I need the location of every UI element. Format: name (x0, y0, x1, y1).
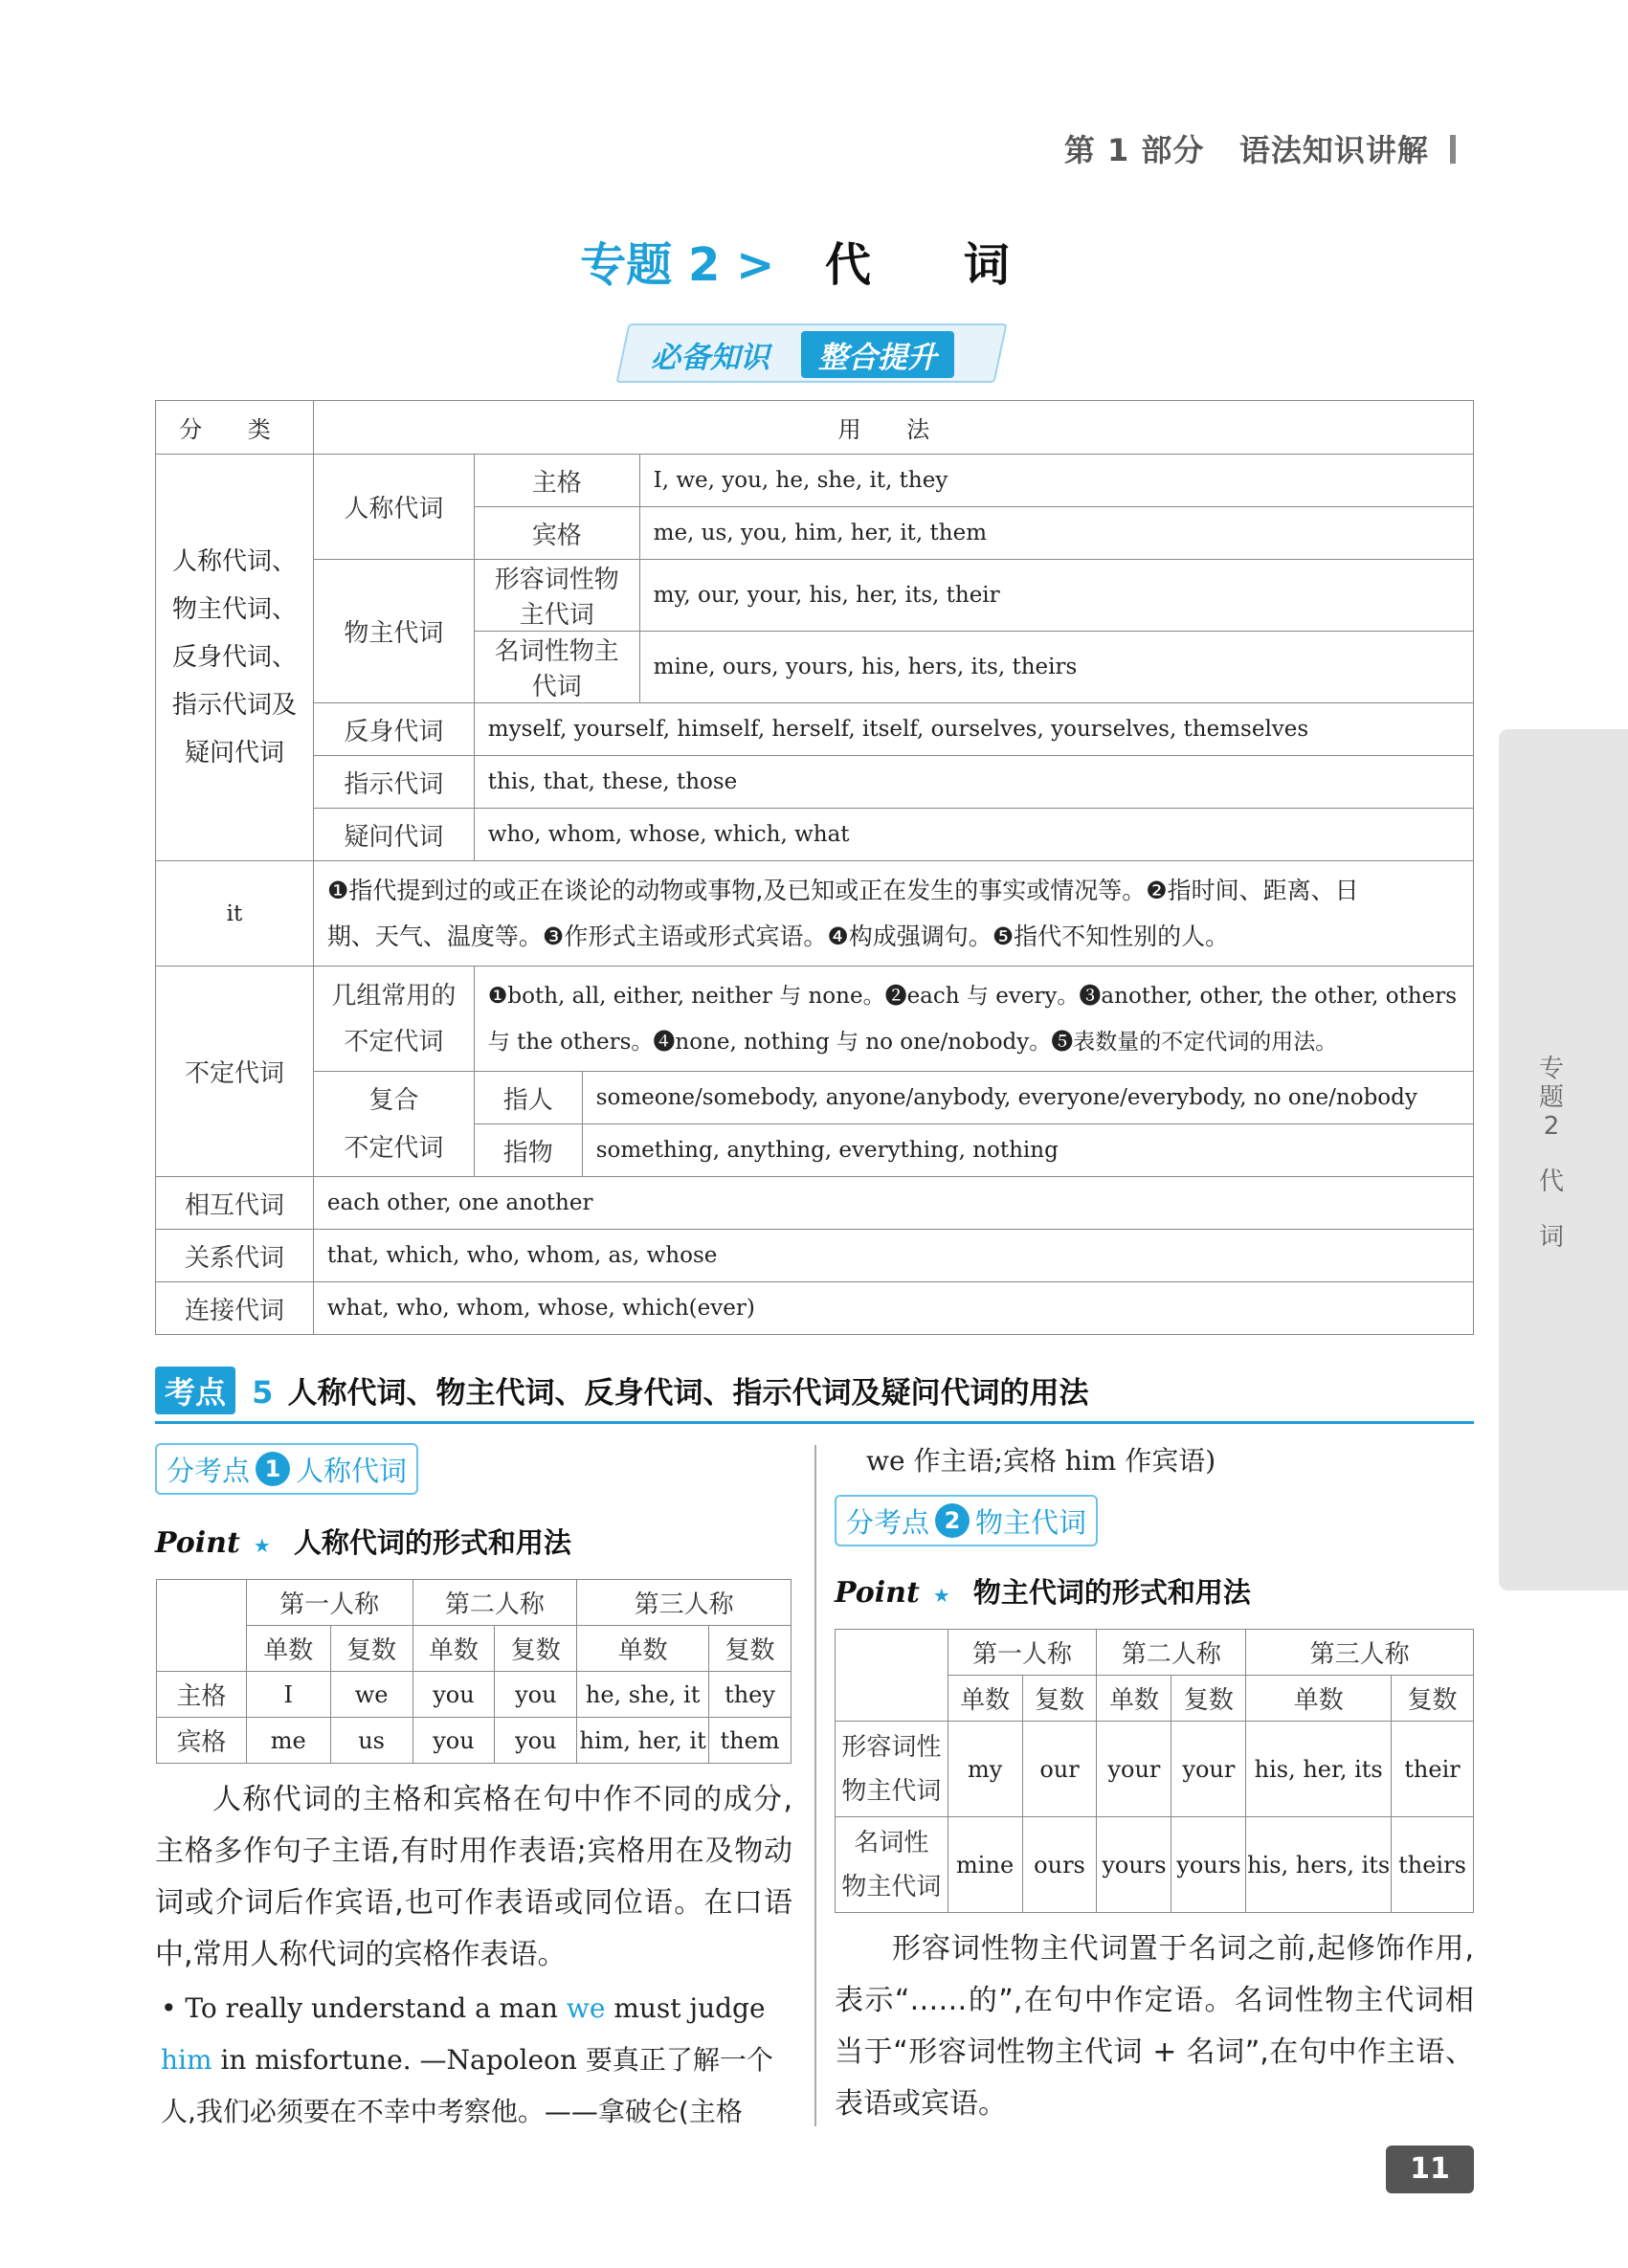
table-row (157, 1672, 792, 1718)
number-header: 单数 (413, 1626, 495, 1672)
sub-point-name: 物主代词 (975, 1505, 1087, 1539)
table-cell: he, she, it (577, 1672, 709, 1718)
example-highlight: him (161, 2044, 212, 2076)
table-cell: their (1392, 1722, 1474, 1817)
example-sentence (161, 1983, 792, 2138)
topic-prefix: 专题 2 > (580, 238, 775, 292)
it-usage-line: ❶指代提到过的或正在谈论的动物或事物,及已知或正在发生的事实或情况等。❷指时间、距离、日 (326, 876, 1359, 904)
group1-line: 疑问代词 (184, 739, 284, 767)
table-cell: yours (1097, 1817, 1171, 1913)
reflexive-forms: myself, yourself, himself, herself, itself, ourselves, yourselves, themselves (474, 703, 1473, 756)
common-indefinite-label (313, 967, 474, 1072)
table-cell: us (330, 1718, 413, 1764)
number-header: 复数 (330, 1626, 413, 1672)
compound-label-line: 复合 (368, 1085, 419, 1115)
adj-possessive-forms: my, our, your, his, her, its, their (639, 560, 1473, 632)
reciprocal-forms: each other, one another (313, 1177, 1473, 1230)
indefinite-label: 不定代词 (156, 967, 314, 1177)
noun-possessive-forms: mine, ours, yours, his, hers, its, theirs (639, 632, 1473, 703)
compound-label-line: 不定代词 (344, 1133, 444, 1163)
it-usage (313, 861, 1473, 967)
common-usage-line: 与 the others。❹none, nothing 与 no one/nobody。❺表数量的不定代词的用法。 (487, 1029, 1338, 1055)
banner-left: 必备知识 (651, 341, 769, 375)
relative-label: 关系代词 (156, 1230, 314, 1282)
kaodian-tag: 考点 (155, 1367, 235, 1414)
header-category: 分 类 (156, 401, 314, 455)
side-tab-char: 词 (1538, 1223, 1564, 1252)
section-label: 语法知识讲解 (1238, 132, 1429, 168)
demonstrative-forms: this, that, these, those (474, 756, 1473, 809)
pronoun-classification-table (155, 400, 1474, 1335)
group1-line: 反身代词、 (171, 643, 297, 672)
table-cell: theirs (1392, 1817, 1474, 1913)
table-cell: him, her, it (577, 1718, 709, 1764)
table-cell: your (1097, 1722, 1171, 1817)
number-header: 单数 (246, 1626, 330, 1672)
objective-label: 宾格 (474, 507, 639, 560)
row-label: 主格 (157, 1672, 247, 1718)
side-tab-char: 题 (1538, 1083, 1564, 1112)
star-icon: ★ (253, 1534, 271, 1557)
possessive-label: 物主代词 (313, 560, 474, 703)
example-highlight: we (566, 1992, 606, 2024)
things-forms: something, anything, everything, nothing (582, 1124, 1473, 1177)
table-cell: you (495, 1718, 577, 1764)
possessive-pronoun-paragraph: 形容词性物主代词置于名词之前,起修饰作用,表示“……的”,在句中作定语。名词性物主代词相当于“形容词性物主代词 + 名词”,在句中作主语、表语或宾语。 (835, 1932, 1474, 2121)
example-text: must judge (613, 1992, 766, 2024)
row-label (836, 1817, 948, 1913)
table-cell: mine (948, 1817, 1022, 1913)
people-label: 指人 (474, 1072, 582, 1124)
kaodian-heading (155, 1367, 1474, 1424)
table-corner (836, 1630, 948, 1722)
sub-point-label: 分考点 (167, 1454, 251, 1487)
number-header: 单数 (1246, 1676, 1392, 1722)
header-bar (1450, 135, 1456, 164)
it-label: it (156, 861, 314, 967)
person-header: 第三人称 (577, 1580, 792, 1626)
point-heading-2 (835, 1571, 1251, 1611)
person-header: 第三人称 (1246, 1630, 1474, 1676)
sub-point-1 (155, 1443, 418, 1495)
sub-point-number: 1 (256, 1452, 290, 1486)
table-row (836, 1817, 1474, 1913)
example-text: To really understand a man (185, 1992, 558, 2024)
row-label-line: 物主代词 (841, 1776, 942, 1806)
side-tab-char: 2 (1543, 1112, 1560, 1141)
reflexive-label: 反身代词 (313, 703, 474, 756)
people-forms: someone/somebody, anyone/anybody, everyone/everybody, no one/nobody (582, 1072, 1473, 1124)
topic-name: 代 词 (825, 238, 1048, 292)
things-label: 指物 (474, 1124, 582, 1177)
person-header: 第二人称 (1097, 1630, 1246, 1676)
group1-line: 物主代词、 (171, 595, 297, 624)
page-title (0, 228, 1628, 294)
sub-point-label: 分考点 (846, 1505, 930, 1539)
group1-category (156, 455, 314, 861)
compound-indefinite-label (313, 1072, 474, 1177)
row-label-line: 形容词性 (841, 1732, 942, 1762)
common-indefinite-usage (474, 967, 1473, 1072)
banner (651, 331, 954, 378)
table-cell: you (413, 1718, 495, 1764)
personal-pronoun-table (156, 1579, 792, 1764)
banner-right: 整合提升 (801, 331, 954, 378)
number-header: 单数 (577, 1626, 709, 1672)
table-cell: our (1022, 1722, 1097, 1817)
it-usage-line: 期、天气、温度等。❸作形式主语或形式宾语。❹构成强调句。❺指代不知性别的人。 (326, 922, 1230, 950)
table-cell: we (330, 1672, 413, 1718)
interrogative-label: 疑问代词 (313, 809, 474, 861)
column-divider (814, 1445, 816, 2126)
page-number: 11 (1386, 2146, 1474, 2193)
common-label-line: 不定代词 (344, 1027, 444, 1056)
point-logo: Point (835, 1576, 920, 1610)
kaodian-title: 人称代词、物主代词、反身代词、指示代词及疑问代词的用法 (287, 1376, 1089, 1411)
adj-possessive-label: 形容词性物主代词 (474, 560, 639, 632)
number-header: 单数 (1097, 1676, 1171, 1722)
number-header: 复数 (1022, 1676, 1097, 1722)
number-header: 复数 (709, 1626, 792, 1672)
possessive-pronoun-table (835, 1629, 1474, 1913)
relative-forms: that, which, who, whom, as, whose (313, 1230, 1473, 1282)
number-header: 复数 (1171, 1676, 1246, 1722)
sub-point-number: 2 (935, 1503, 970, 1538)
person-header: 第一人称 (948, 1630, 1097, 1676)
side-tab-char: 专 (1538, 1055, 1564, 1083)
conjunctive-label: 连接代词 (156, 1282, 314, 1335)
table-cell: you (413, 1672, 495, 1718)
row-label-line: 物主代词 (841, 1872, 942, 1901)
table-cell: ours (1022, 1817, 1097, 1913)
row-label: 宾格 (157, 1718, 247, 1764)
running-header (1064, 126, 1456, 170)
common-label-line: 几组常用的 (331, 981, 457, 1011)
bullet: • (161, 1992, 177, 2024)
table-cell: me (246, 1718, 330, 1764)
point-logo: Point (155, 1526, 240, 1560)
example-translation: 要真正了解一个人,我们必须要在不幸中考察他。——拿破仑(主格 (161, 2044, 773, 2127)
table-cell: his, hers, its (1246, 1817, 1392, 1913)
point-title: 物主代词的形式和用法 (972, 1576, 1251, 1609)
side-tab-char: 代 (1538, 1167, 1564, 1196)
noun-possessive-label: 名词性物主代词 (474, 632, 639, 703)
point-title: 人称代词的形式和用法 (293, 1526, 571, 1559)
interrogative-forms: who, whom, whose, which, what (474, 809, 1473, 861)
conjunctive-forms: what, who, whom, whose, which(ever) (313, 1282, 1473, 1335)
sub-point-2 (835, 1495, 1098, 1546)
table-row (836, 1722, 1474, 1817)
objective-forms: me, us, you, him, her, it, them (639, 507, 1473, 560)
personal-pronoun-paragraph: 人称代词的主格和宾格在句中作不同的成分,主格多作句子主语,有时用作表语;宾格用在及物动词或介词后作宾语,也可作表语或同位语。在口语中,常用人称代词的宾格作表语。 (155, 1783, 792, 1971)
example-continuation: we 作主语;宾格 him 作宾语) (866, 1445, 1216, 1477)
personal-label: 人称代词 (313, 455, 474, 560)
header-usage: 用 法 (313, 401, 1473, 455)
table-cell: my (948, 1722, 1022, 1817)
table-corner (157, 1580, 247, 1672)
common-usage-line: ❶both, all, either, neither 与 none。❷each 与 every。❸another, other, the other, others (487, 983, 1458, 1009)
nominative-label: 主格 (474, 455, 639, 507)
group1-line: 指示代词及 (171, 691, 297, 720)
person-header: 第一人称 (246, 1580, 413, 1626)
group1-line: 人称代词、 (171, 547, 297, 576)
number-header: 复数 (1392, 1676, 1474, 1722)
table-cell: they (709, 1672, 792, 1718)
table-cell: his, her, its (1246, 1722, 1392, 1817)
row-label (836, 1722, 948, 1817)
table-cell: them (709, 1718, 792, 1764)
kaodian-number: 5 (252, 1374, 274, 1411)
reciprocal-label: 相互代词 (156, 1177, 314, 1230)
star-icon: ★ (932, 1584, 950, 1607)
demonstrative-label: 指示代词 (313, 756, 474, 809)
nominative-forms: I, we, you, he, she, it, they (639, 455, 1473, 507)
person-header: 第二人称 (413, 1580, 577, 1626)
sub-point-name: 人称代词 (296, 1454, 408, 1487)
chapter-side-tab (1499, 729, 1628, 1590)
row-label-line: 名词性 (854, 1828, 929, 1857)
point-heading-1 (155, 1522, 571, 1561)
table-row (157, 1718, 792, 1764)
part-label: 第 1 部分 (1063, 132, 1205, 168)
table-cell: your (1171, 1722, 1246, 1817)
table-cell: I (246, 1672, 330, 1718)
example-text: in misfortune. —Napoleon (220, 2044, 577, 2076)
side-tab-text (1499, 1055, 1604, 1252)
table-cell: you (495, 1672, 577, 1718)
number-header: 复数 (495, 1626, 577, 1672)
number-header: 单数 (948, 1676, 1022, 1722)
table-cell: yours (1171, 1817, 1246, 1913)
